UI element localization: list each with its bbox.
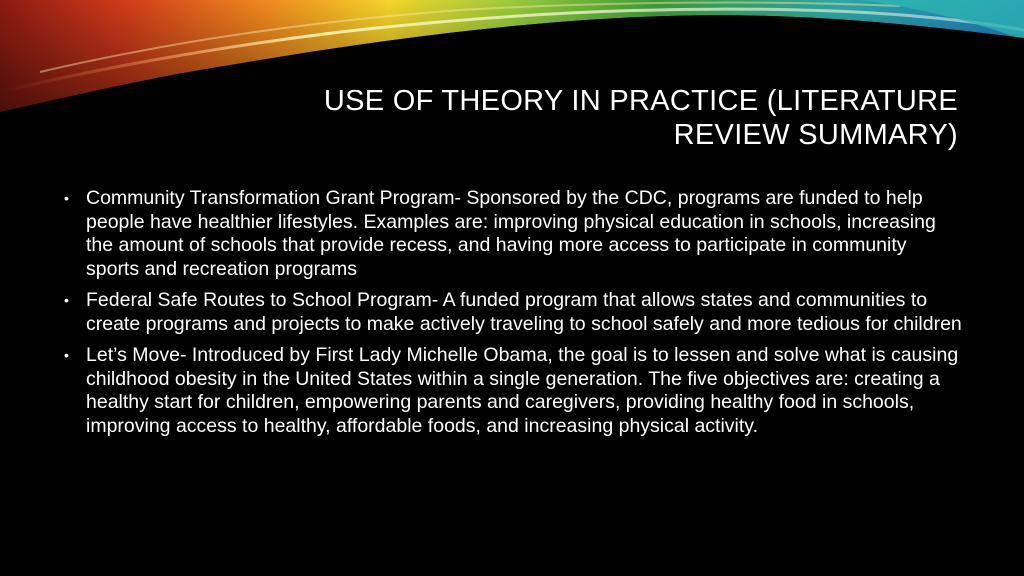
bullet-item [64,187,964,281]
bullet-marker: • [64,292,69,308]
bullet-list [64,187,964,446]
bullet-marker: • [64,190,69,206]
bullet-text: Let’s Move- Introduced by First Lady Michelle Obama, the goal is to lessen and solve what is causing childhood obesity in the United States within a single generation. The five objectives are: creating a healthy start for children, empowering parents and caregivers, providing healthy food in schools, improving access to healthy, affordable foods, and increasing physical activity. [86,344,959,437]
bullet-item [64,344,964,438]
slide-title: USE OF THEORY IN PRACTICE (LITERATURE REVIEW SUMMARY) [323,85,958,151]
bullet-text: Community Transformation Grant Program- Sponsored by the CDC, programs are funded to help people have healthier lifestyles. Examples are: improving physical education in schools, increasing the amount of schools that provide recess, and having more access to participate in community sports and recreation programs [86,187,936,280]
bullet-marker: • [64,347,69,363]
bullet-item [64,289,964,336]
bullet-text: Federal Safe Routes to School Program- A funded program that allows states and communities to create programs and projects to make actively traveling to school safely and more tedious for children [86,289,962,335]
